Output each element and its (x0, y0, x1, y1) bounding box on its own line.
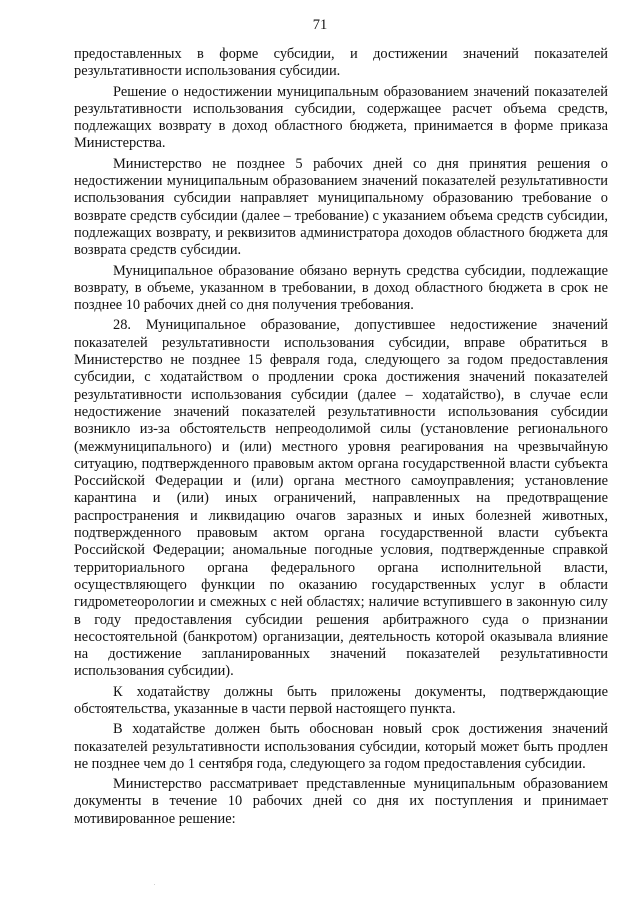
paragraph-ministry-requirement: Министерство не позднее 5 рабочих дней со дня принятия решения о недостижении муниципальным образованием значений показателей результативности использования субсидии направляет муниципальному образованию требование о возврате средств субсидии (далее – требование) с указанием объема средств субсидии, подлежащих возврату, и реквизитов администратора доходов областного бюджета для возврата средств субсидии. (74, 155, 608, 259)
paragraph-item-28: 28. Муниципальное образование, допустившее недостижение значений показателей результативности использования субсидии, вправе обратиться в Министерство не позднее 15 февраля года, следующего за годом предоставления субсидии, с ходатайством о продлении срока достижения значений показателей результативности использования субсидии (далее – ходатайство), в случае если недостижение значений показателей результативности использования субсидии возникло из-за обстоятельств непреодолимой силы (установление регионального (межмуниципального) и (или) местного уровня реагирования на чрезвычайную ситуацию, подтвержденного правовым актом органа государственной власти субъекта Российской Федерации и (или) органа местного самоуправления; установление карантина и (или) иных ограничений, направленных на предотвращение распространения и ликвидацию очагов заразных и иных болезней животных, подтвержденного правовым актом органа государственной власти субъекта Российской Федерации; аномальные погодные условия, подтвержденные справкой территориального органа федерального органа исполнительной власти, осуществляющего функции по оказанию государственных услуг в области гидрометеорологии и смежных с ней областях; наличие вступившего в законную силу в году предоставления субсидии решения арбитражного суда о признании несостоятельной (банкротом) организации, деятельность которой оказывала влияние на достижение запланированных значений показателей результативности использования субсидии). (74, 317, 608, 680)
paragraph-new-deadline: В ходатайстве должен быть обоснован новый срок достижения значений показателей результативности использования субсидии, который может быть продлен не позднее чем до 1 сентября года, следующего за годом предоставления субсидии. (74, 721, 608, 772)
paragraph-attached-documents: К ходатайству должны быть приложены документы, подтверждающие обстоятельства, указанные в части первой настоящего пункта. (74, 683, 608, 717)
paragraph-decision: Решение о недостижении муниципальным образованием значений показателей результативности использования субсидии, содержащее расчет объема средств, подлежащих возврату в доход областного бюджета, принимается в форме приказа Министерства. (74, 83, 608, 152)
scan-speck (154, 884, 155, 885)
paragraph-ministry-review: Министерство рассматривает представленные муниципальным образованием документы в течение 10 рабочих дней со дня их поступления и принимает мотивированное решение: (74, 776, 608, 827)
page-number: 71 (312, 17, 328, 33)
paragraph-refund-obligation: Муниципальное образование обязано вернуть средства субсидии, подлежащие возврату, в объеме, указанном в требовании, в доход областного бюджета в срок не позднее 10 рабочих дней со дня получения требования. (74, 262, 608, 314)
paragraph-continuation: предоставленных в форме субсидии, и достижении значений показателей результативности использования субсидии. (74, 46, 608, 80)
document-body (74, 46, 608, 831)
